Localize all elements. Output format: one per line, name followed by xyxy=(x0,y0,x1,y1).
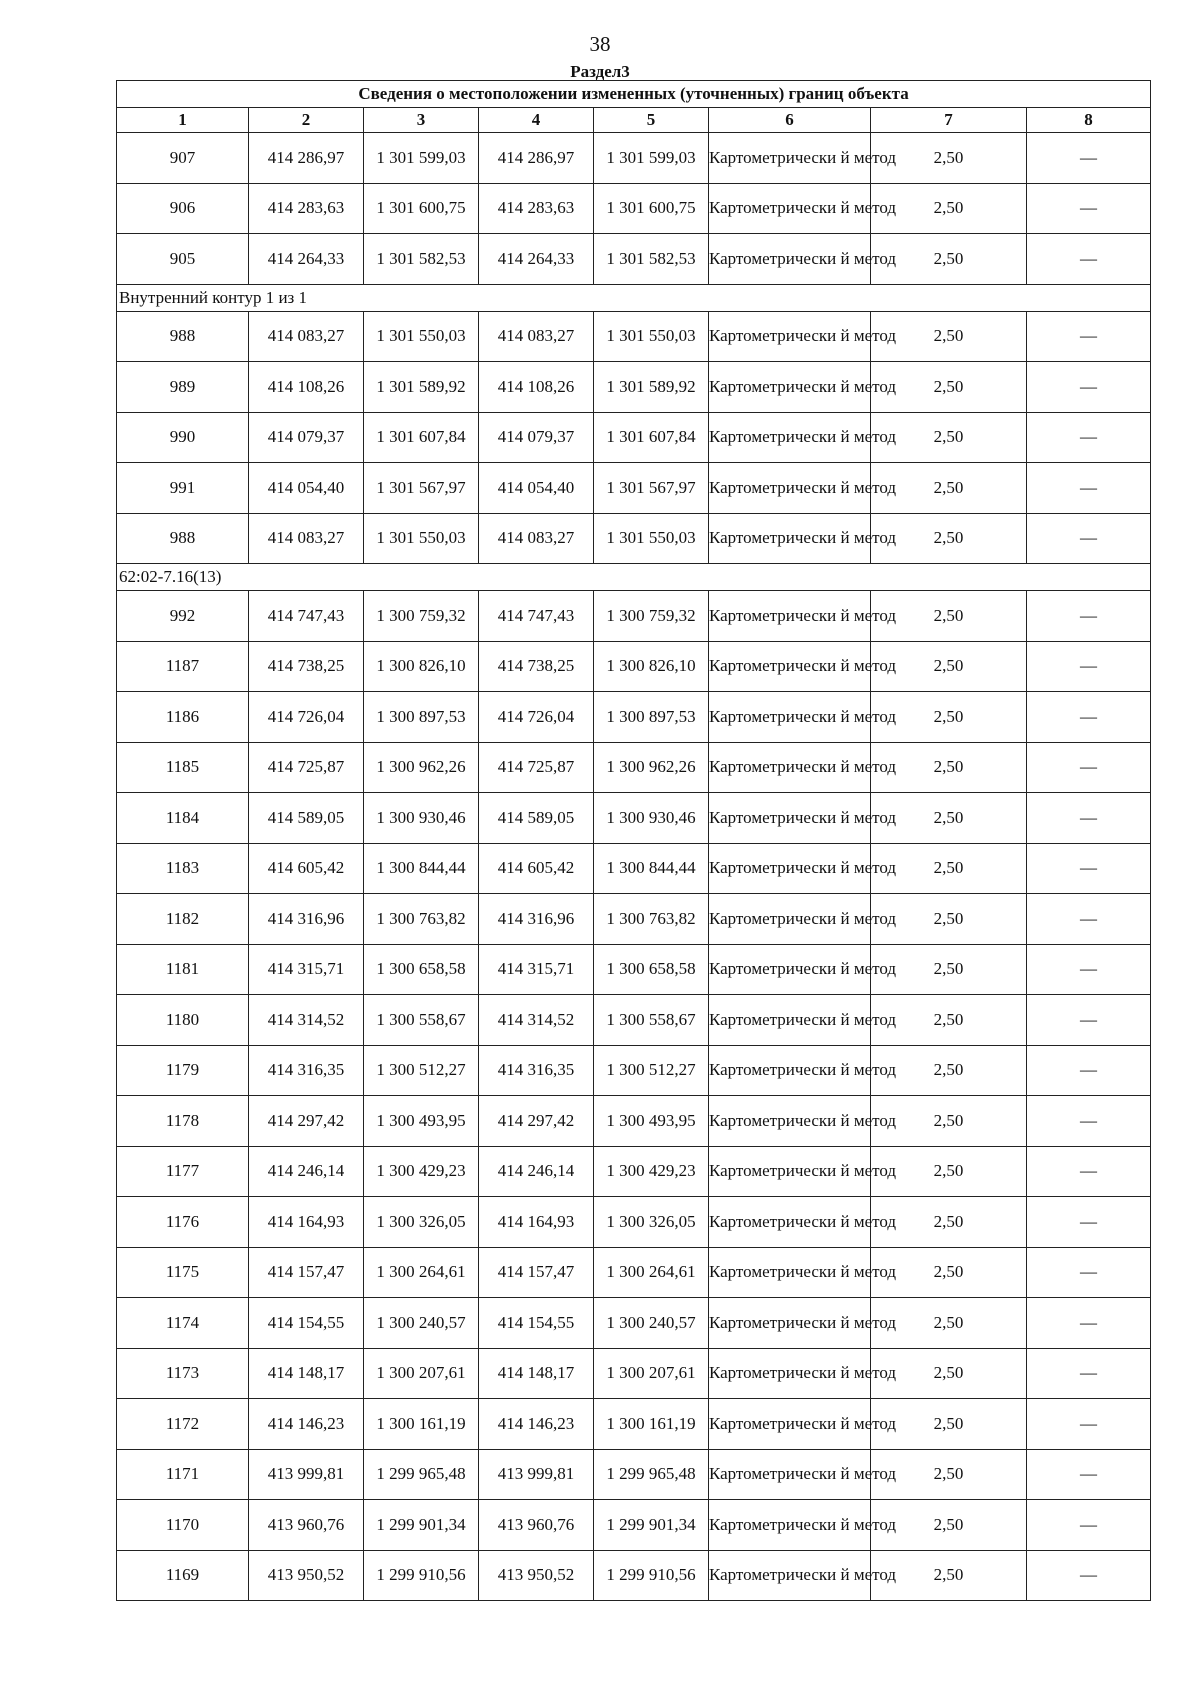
table-cell: — xyxy=(1027,463,1151,514)
table-cell: Картометрически й метод xyxy=(709,1298,871,1349)
table-cell: 1 300 240,57 xyxy=(364,1298,479,1349)
table-row xyxy=(117,234,1151,285)
table-cell: — xyxy=(1027,362,1151,413)
table-cell: 414 297,42 xyxy=(249,1096,364,1147)
table-cell: 1174 xyxy=(117,1298,249,1349)
table-cell: — xyxy=(1027,1550,1151,1601)
table-row xyxy=(117,944,1151,995)
table-cell: 414 283,63 xyxy=(479,183,594,234)
table-cell: 989 xyxy=(117,362,249,413)
contour-row xyxy=(117,564,1151,591)
table-cell: 414 605,42 xyxy=(249,843,364,894)
table-row xyxy=(117,311,1151,362)
table-cell: Картометрически й метод xyxy=(709,362,871,413)
table-cell: 1 300 759,32 xyxy=(364,591,479,642)
table-cell: — xyxy=(1027,692,1151,743)
table-cell: 414 054,40 xyxy=(479,463,594,514)
table-cell: 414 146,23 xyxy=(249,1399,364,1450)
table-cell: Картометрически й метод xyxy=(709,183,871,234)
table-cell: 2,50 xyxy=(871,944,1027,995)
table-cell: 2,50 xyxy=(871,362,1027,413)
table-cell: 414 738,25 xyxy=(249,641,364,692)
table-cell: — xyxy=(1027,133,1151,184)
table-cell: Картометрически й метод xyxy=(709,1197,871,1248)
table-cell: Картометрически й метод xyxy=(709,591,871,642)
table-cell: 414 083,27 xyxy=(479,513,594,564)
table-cell: — xyxy=(1027,591,1151,642)
table-cell: 414 589,05 xyxy=(479,793,594,844)
table-cell: 2,50 xyxy=(871,1550,1027,1601)
table-cell: 414 605,42 xyxy=(479,843,594,894)
coordinates-table xyxy=(116,80,1151,1601)
table-cell: 1180 xyxy=(117,995,249,1046)
table-cell: 1 301 550,03 xyxy=(364,513,479,564)
table-cell: 1 300 558,67 xyxy=(364,995,479,1046)
table-cell: Картометрически й метод xyxy=(709,944,871,995)
table-row xyxy=(117,641,1151,692)
table-cell: Картометрически й метод xyxy=(709,894,871,945)
table-row xyxy=(117,742,1151,793)
table-cell: 414 148,17 xyxy=(479,1348,594,1399)
table-cell: 1 300 763,82 xyxy=(594,894,709,945)
table-row xyxy=(117,412,1151,463)
table-cell: — xyxy=(1027,513,1151,564)
column-number: 7 xyxy=(871,108,1027,133)
table-cell: 1 301 600,75 xyxy=(594,183,709,234)
table-cell: — xyxy=(1027,641,1151,692)
table-cell: Картометрически й метод xyxy=(709,311,871,362)
table-cell: 1 299 910,56 xyxy=(594,1550,709,1601)
table-cell: 1 301 550,03 xyxy=(594,513,709,564)
table-cell: 413 999,81 xyxy=(479,1449,594,1500)
table-row xyxy=(117,1247,1151,1298)
page-number: 38 xyxy=(589,32,611,56)
table-cell: 1 301 600,75 xyxy=(364,183,479,234)
table-cell: Картометрически й метод xyxy=(709,1045,871,1096)
table-cell: 1 300 207,61 xyxy=(594,1348,709,1399)
table-cell: 2,50 xyxy=(871,641,1027,692)
table-cell: 414 316,35 xyxy=(479,1045,594,1096)
table-cell: 414 297,42 xyxy=(479,1096,594,1147)
table-row xyxy=(117,513,1151,564)
table-cell: 414 314,52 xyxy=(249,995,364,1046)
table-cell: — xyxy=(1027,1045,1151,1096)
table-row xyxy=(117,1298,1151,1349)
table-cell: 1 300 763,82 xyxy=(364,894,479,945)
table-row xyxy=(117,591,1151,642)
table-cell: 1 299 901,34 xyxy=(364,1500,479,1551)
table-cell: — xyxy=(1027,311,1151,362)
table-cell: 1 300 930,46 xyxy=(594,793,709,844)
table-cell: 414 725,87 xyxy=(479,742,594,793)
table-cell: 1175 xyxy=(117,1247,249,1298)
table-cell: 990 xyxy=(117,412,249,463)
table-cell: 1 301 607,84 xyxy=(364,412,479,463)
table-cell: 1 300 897,53 xyxy=(594,692,709,743)
table-cell: 907 xyxy=(117,133,249,184)
table-cell: 992 xyxy=(117,591,249,642)
table-cell: 1 300 512,27 xyxy=(594,1045,709,1096)
table-cell: Картометрически й метод xyxy=(709,995,871,1046)
table-cell: — xyxy=(1027,944,1151,995)
table-cell: 414 146,23 xyxy=(479,1399,594,1450)
table-cell: — xyxy=(1027,1500,1151,1551)
table-cell: 1 301 550,03 xyxy=(364,311,479,362)
table-cell: 906 xyxy=(117,183,249,234)
table-cell: 414 154,55 xyxy=(249,1298,364,1349)
table-cell: — xyxy=(1027,1298,1151,1349)
table-cell: — xyxy=(1027,1146,1151,1197)
table-cell: — xyxy=(1027,843,1151,894)
table-cell: 414 083,27 xyxy=(249,513,364,564)
table-cell: 1 301 589,92 xyxy=(594,362,709,413)
table-cell: 414 108,26 xyxy=(249,362,364,413)
table-cell: — xyxy=(1027,412,1151,463)
table-row xyxy=(117,1146,1151,1197)
table-cell: 414 589,05 xyxy=(249,793,364,844)
table-row xyxy=(117,1500,1151,1551)
table-cell: 414 108,26 xyxy=(479,362,594,413)
table-cell: 1 299 901,34 xyxy=(594,1500,709,1551)
table-cell: 988 xyxy=(117,513,249,564)
table-cell: 1 300 930,46 xyxy=(364,793,479,844)
table-cell: Картометрически й метод xyxy=(709,1096,871,1147)
column-number: 1 xyxy=(117,108,249,133)
table-cell: Картометрически й метод xyxy=(709,742,871,793)
column-number: 8 xyxy=(1027,108,1151,133)
table-cell: — xyxy=(1027,234,1151,285)
table-cell: 414 316,35 xyxy=(249,1045,364,1096)
table-row xyxy=(117,1045,1151,1096)
table-cell: 1 300 558,67 xyxy=(594,995,709,1046)
table-cell: 414 286,97 xyxy=(249,133,364,184)
table-cell: Картометрически й метод xyxy=(709,1247,871,1298)
table-cell: 1 300 826,10 xyxy=(594,641,709,692)
column-number: 5 xyxy=(594,108,709,133)
table-cell: 2,50 xyxy=(871,1449,1027,1500)
table-cell: 414 054,40 xyxy=(249,463,364,514)
table-cell: 414 264,33 xyxy=(249,234,364,285)
table-cell: 1182 xyxy=(117,894,249,945)
table-cell: 414 726,04 xyxy=(249,692,364,743)
table-cell: 1 300 962,26 xyxy=(364,742,479,793)
contour-label: Внутренний контур 1 из 1 xyxy=(117,284,1151,311)
table-cell: 414 747,43 xyxy=(249,591,364,642)
table-cell: Картометрически й метод xyxy=(709,1500,871,1551)
table-cell: 1 300 493,95 xyxy=(364,1096,479,1147)
table-cell: 413 960,76 xyxy=(249,1500,364,1551)
table-cell: 1 301 599,03 xyxy=(594,133,709,184)
table-cell: — xyxy=(1027,1197,1151,1248)
table-cell: 1177 xyxy=(117,1146,249,1197)
table-cell: Картометрически й метод xyxy=(709,1449,871,1500)
table-cell: 414 726,04 xyxy=(479,692,594,743)
table-cell: 1 300 512,27 xyxy=(364,1045,479,1096)
table-cell: 2,50 xyxy=(871,843,1027,894)
table-cell: 1 300 326,05 xyxy=(594,1197,709,1248)
table-cell: 2,50 xyxy=(871,591,1027,642)
table-cell: 2,50 xyxy=(871,894,1027,945)
table-cell: 414 246,14 xyxy=(249,1146,364,1197)
table-cell: 991 xyxy=(117,463,249,514)
table-cell: 2,50 xyxy=(871,463,1027,514)
table-cell: Картометрически й метод xyxy=(709,1146,871,1197)
table-cell: Картометрически й метод xyxy=(709,1550,871,1601)
table-cell: 2,50 xyxy=(871,1247,1027,1298)
table-cell: 1 300 658,58 xyxy=(594,944,709,995)
table-cell: 1 301 582,53 xyxy=(364,234,479,285)
table-row xyxy=(117,1399,1151,1450)
table-cell: 1183 xyxy=(117,843,249,894)
table-cell: 414 083,27 xyxy=(249,311,364,362)
table-cell: — xyxy=(1027,1096,1151,1147)
table-cell: 1 299 910,56 xyxy=(364,1550,479,1601)
table-row xyxy=(117,692,1151,743)
table-cell: 1 300 429,23 xyxy=(364,1146,479,1197)
table-cell: 2,50 xyxy=(871,692,1027,743)
table-row xyxy=(117,362,1151,413)
table-cell: 2,50 xyxy=(871,513,1027,564)
table-cell: 414 283,63 xyxy=(249,183,364,234)
table-cell: 414 148,17 xyxy=(249,1348,364,1399)
table-cell: 413 960,76 xyxy=(479,1500,594,1551)
table-row xyxy=(117,894,1151,945)
table-cell: 2,50 xyxy=(871,1348,1027,1399)
table-row xyxy=(117,1348,1151,1399)
table-cell: 905 xyxy=(117,234,249,285)
table-cell: 414 079,37 xyxy=(479,412,594,463)
table-cell: 414 738,25 xyxy=(479,641,594,692)
contour-label: 62:02-7.16(13) xyxy=(117,564,1151,591)
table-cell: 1 299 965,48 xyxy=(594,1449,709,1500)
table-cell: 1 299 965,48 xyxy=(364,1449,479,1500)
table-cell: 2,50 xyxy=(871,1146,1027,1197)
table-cell: 1 300 264,61 xyxy=(594,1247,709,1298)
table-cell: 988 xyxy=(117,311,249,362)
table-cell: Картометрически й метод xyxy=(709,513,871,564)
table-cell: Картометрически й метод xyxy=(709,234,871,285)
table-cell: 1170 xyxy=(117,1500,249,1551)
column-number: 2 xyxy=(249,108,364,133)
table-row xyxy=(117,1550,1151,1601)
table-cell: 2,50 xyxy=(871,1045,1027,1096)
table-cell: 1 300 326,05 xyxy=(364,1197,479,1248)
table-row xyxy=(117,1096,1151,1147)
table-row xyxy=(117,1449,1151,1500)
table-row xyxy=(117,463,1151,514)
table-cell: Картометрически й метод xyxy=(709,692,871,743)
table-cell: 1 300 844,44 xyxy=(364,843,479,894)
table-cell: 1 300 264,61 xyxy=(364,1247,479,1298)
table-cell: 2,50 xyxy=(871,793,1027,844)
table-row xyxy=(117,183,1151,234)
table-cell: 413 999,81 xyxy=(249,1449,364,1500)
table-cell: 414 079,37 xyxy=(249,412,364,463)
table-cell: 414 164,93 xyxy=(249,1197,364,1248)
table-cell: — xyxy=(1027,742,1151,793)
table-cell: 2,50 xyxy=(871,995,1027,1046)
table-cell: 1 301 567,97 xyxy=(364,463,479,514)
table-cell: 1 301 607,84 xyxy=(594,412,709,463)
table-cell: 1185 xyxy=(117,742,249,793)
table-cell: Картометрически й метод xyxy=(709,1348,871,1399)
table-cell: 2,50 xyxy=(871,133,1027,184)
table-cell: 1176 xyxy=(117,1197,249,1248)
table-cell: 2,50 xyxy=(871,1096,1027,1147)
table-cell: 414 315,71 xyxy=(249,944,364,995)
table-cell: 414 315,71 xyxy=(479,944,594,995)
table-cell: — xyxy=(1027,1399,1151,1450)
table-cell: — xyxy=(1027,995,1151,1046)
table-cell: 2,50 xyxy=(871,742,1027,793)
table-cell: 414 264,33 xyxy=(479,234,594,285)
table-cell: 1 301 567,97 xyxy=(594,463,709,514)
table-cell: Картометрически й метод xyxy=(709,641,871,692)
table-cell: 1 301 550,03 xyxy=(594,311,709,362)
table-cell: — xyxy=(1027,1348,1151,1399)
table-cell: 1 300 962,26 xyxy=(594,742,709,793)
section-title: Раздел3 xyxy=(570,62,630,81)
table-cell: — xyxy=(1027,183,1151,234)
table-row xyxy=(117,1197,1151,1248)
table-cell: 414 314,52 xyxy=(479,995,594,1046)
table-cell: 413 950,52 xyxy=(479,1550,594,1601)
table-cell: 1 300 429,23 xyxy=(594,1146,709,1197)
table-cell: Картометрически й метод xyxy=(709,793,871,844)
table-cell: 1 301 589,92 xyxy=(364,362,479,413)
table-cell: 2,50 xyxy=(871,1399,1027,1450)
table-cell: 1171 xyxy=(117,1449,249,1500)
column-number: 6 xyxy=(709,108,871,133)
table-caption: Сведения о местоположении измененных (уточненных) границ объекта xyxy=(117,81,1151,108)
table-cell: 1178 xyxy=(117,1096,249,1147)
table-cell: Картометрически й метод xyxy=(709,133,871,184)
table-cell: 1 300 826,10 xyxy=(364,641,479,692)
table-cell: 2,50 xyxy=(871,1197,1027,1248)
table-cell: 413 950,52 xyxy=(249,1550,364,1601)
table-cell: 414 154,55 xyxy=(479,1298,594,1349)
table-cell: 1 300 161,19 xyxy=(364,1399,479,1450)
column-number: 3 xyxy=(364,108,479,133)
table-cell: 1172 xyxy=(117,1399,249,1450)
table-cell: — xyxy=(1027,793,1151,844)
table-row xyxy=(117,793,1151,844)
table-cell: Картометрически й метод xyxy=(709,463,871,514)
table-cell: 1 300 207,61 xyxy=(364,1348,479,1399)
table-cell: 414 164,93 xyxy=(479,1197,594,1248)
table-cell: 1 301 599,03 xyxy=(364,133,479,184)
table-cell: 1 300 240,57 xyxy=(594,1298,709,1349)
table-row xyxy=(117,133,1151,184)
table-cell: — xyxy=(1027,1247,1151,1298)
table-cell: 1173 xyxy=(117,1348,249,1399)
table-cell: 2,50 xyxy=(871,183,1027,234)
table-cell: 1 301 582,53 xyxy=(594,234,709,285)
table-cell: 1 300 844,44 xyxy=(594,843,709,894)
table-cell: 2,50 xyxy=(871,234,1027,285)
table-row xyxy=(117,995,1151,1046)
table-cell: 414 725,87 xyxy=(249,742,364,793)
table-cell: 1187 xyxy=(117,641,249,692)
table-cell: 2,50 xyxy=(871,311,1027,362)
table-cell: 1184 xyxy=(117,793,249,844)
table-cell: Картометрически й метод xyxy=(709,843,871,894)
table-cell: 414 747,43 xyxy=(479,591,594,642)
table-cell: 414 157,47 xyxy=(249,1247,364,1298)
table-cell: 1 300 759,32 xyxy=(594,591,709,642)
table-cell: — xyxy=(1027,894,1151,945)
table-cell: 1181 xyxy=(117,944,249,995)
table-cell: 1169 xyxy=(117,1550,249,1601)
table-cell: 414 246,14 xyxy=(479,1146,594,1197)
table-cell: 1186 xyxy=(117,692,249,743)
table-cell: 1179 xyxy=(117,1045,249,1096)
table-cell: Картометрически й метод xyxy=(709,412,871,463)
column-number: 4 xyxy=(479,108,594,133)
table-cell: 1 300 493,95 xyxy=(594,1096,709,1147)
table-cell: 414 083,27 xyxy=(479,311,594,362)
table-cell: 1 300 161,19 xyxy=(594,1399,709,1450)
table-cell: 414 157,47 xyxy=(479,1247,594,1298)
table-cell: 414 316,96 xyxy=(249,894,364,945)
table-row xyxy=(117,843,1151,894)
table-cell: 414 316,96 xyxy=(479,894,594,945)
table-cell: 2,50 xyxy=(871,412,1027,463)
table-cell: 1 300 658,58 xyxy=(364,944,479,995)
table-cell: 2,50 xyxy=(871,1298,1027,1349)
table-cell: — xyxy=(1027,1449,1151,1500)
table-cell: 2,50 xyxy=(871,1500,1027,1551)
table-cell: 1 300 897,53 xyxy=(364,692,479,743)
table-body xyxy=(117,133,1151,1601)
contour-row xyxy=(117,284,1151,311)
table-cell: Картометрически й метод xyxy=(709,1399,871,1450)
table-cell: 414 286,97 xyxy=(479,133,594,184)
